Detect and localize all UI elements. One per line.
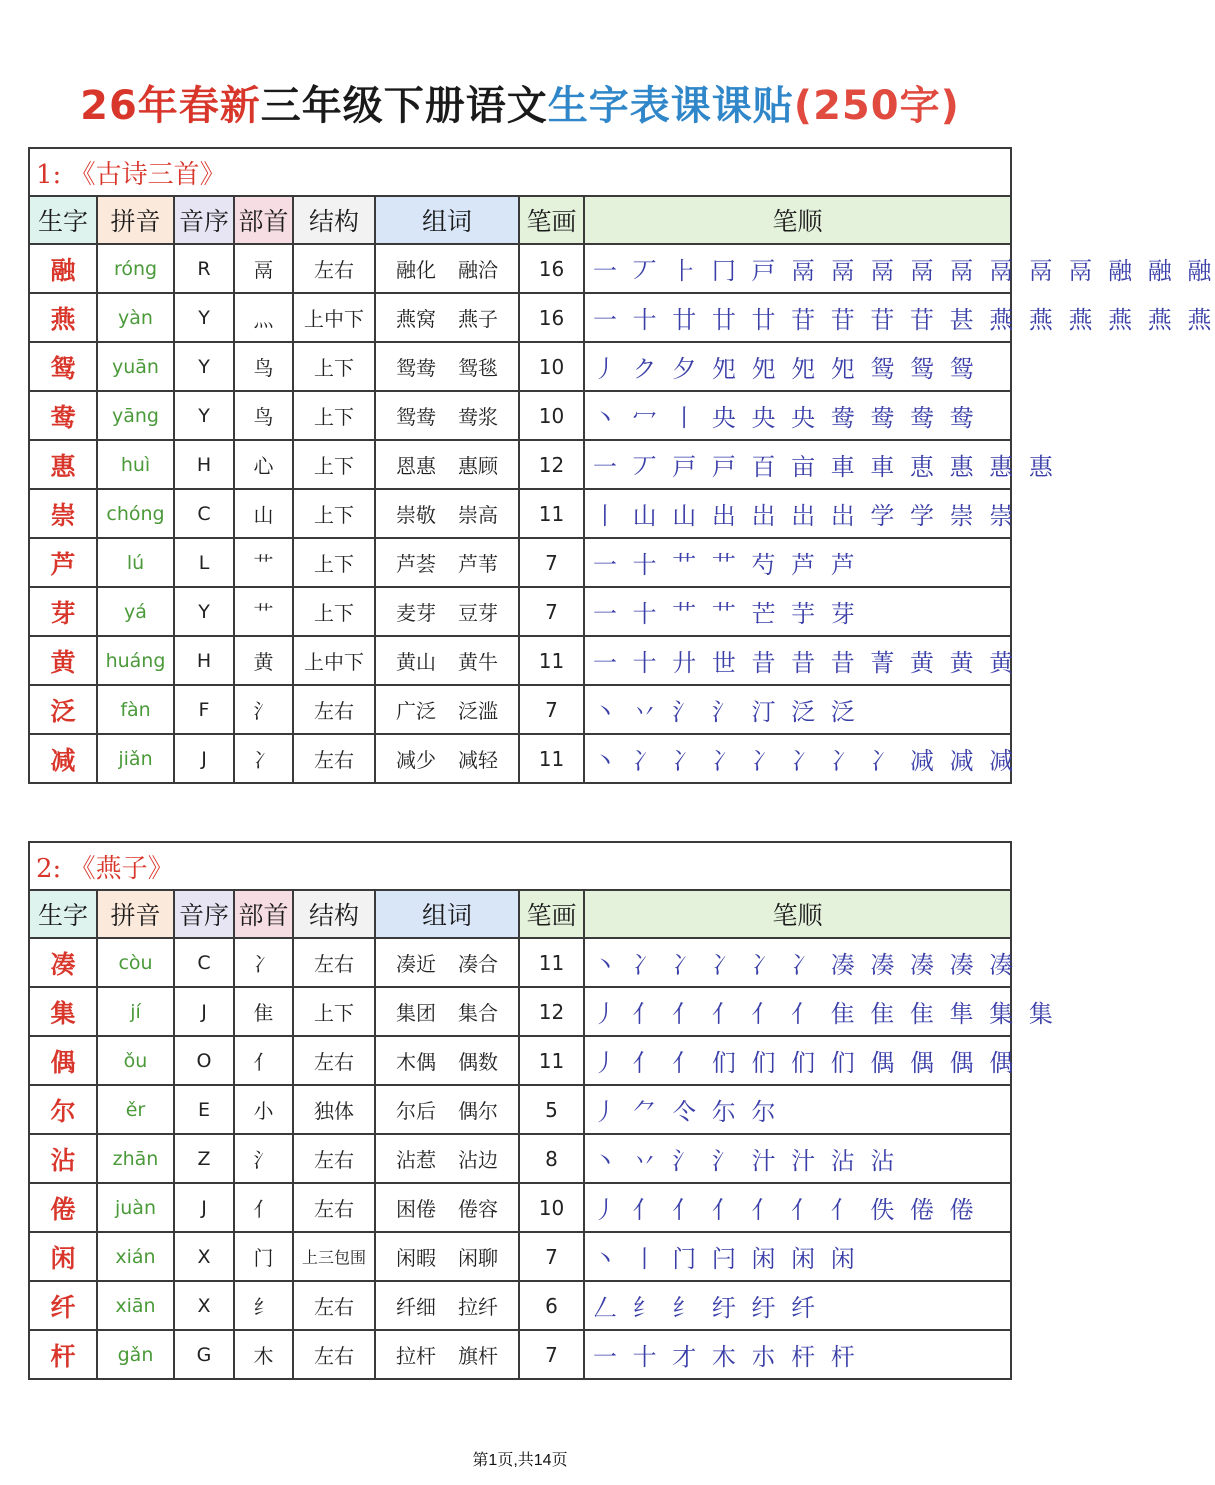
radical-cell: 门 bbox=[234, 1232, 293, 1281]
strokes-cell: 7 bbox=[519, 1330, 584, 1379]
pinyin-cell: xián bbox=[97, 1232, 174, 1281]
word-1: 木偶 bbox=[396, 1050, 436, 1074]
char-cell: 惠 bbox=[29, 440, 97, 489]
word-2: 倦容 bbox=[458, 1197, 498, 1221]
word-1: 融化 bbox=[396, 258, 436, 282]
order-cell: X bbox=[174, 1232, 234, 1281]
title-part-2: 三年级下册语文 bbox=[260, 83, 548, 129]
radical-cell: 冫 bbox=[234, 734, 293, 783]
page-title bbox=[0, 74, 1040, 131]
words-cell bbox=[375, 1134, 519, 1183]
words-cell bbox=[375, 734, 519, 783]
pinyin-cell: còu bbox=[97, 938, 174, 987]
strokes-cell: 11 bbox=[519, 1036, 584, 1085]
header-words: 组词 bbox=[375, 890, 519, 938]
words-cell bbox=[375, 538, 519, 587]
stroke-order-cell: 一 十 才 木 朩 杆 杆 bbox=[584, 1330, 1011, 1379]
header-pinyin: 拼音 bbox=[97, 890, 174, 938]
char-cell: 尔 bbox=[29, 1085, 97, 1134]
structure-cell: 上下 bbox=[293, 342, 375, 391]
word-1: 沾惹 bbox=[396, 1148, 436, 1172]
pinyin-cell: xiān bbox=[97, 1281, 174, 1330]
word-2: 崇高 bbox=[458, 503, 498, 527]
table-row bbox=[29, 1330, 1011, 1379]
char-cell: 芦 bbox=[29, 538, 97, 587]
pinyin-cell: huáng bbox=[97, 636, 174, 685]
word-1: 尔后 bbox=[396, 1099, 436, 1123]
strokes-cell: 7 bbox=[519, 1232, 584, 1281]
char-cell: 燕 bbox=[29, 293, 97, 342]
stroke-order-cell: 丶 冖 ⼁ 央 央 央 鸯 鸯 鸯 鸯 bbox=[584, 391, 1011, 440]
strokes-cell: 8 bbox=[519, 1134, 584, 1183]
table-row bbox=[29, 685, 1011, 734]
word-1: 减少 bbox=[396, 748, 436, 772]
word-2: 旗杆 bbox=[458, 1344, 498, 1368]
stroke-order-cell: 丿 亻 亻 们 们 们 们 偶 偶 偶 偶 bbox=[584, 1036, 1011, 1085]
structure-cell: 上三包围 bbox=[293, 1232, 375, 1281]
word-2: 集合 bbox=[458, 1001, 498, 1025]
strokes-cell: 7 bbox=[519, 587, 584, 636]
radical-cell: 冫 bbox=[234, 938, 293, 987]
char-cell: 泛 bbox=[29, 685, 97, 734]
radical-cell: 木 bbox=[234, 1330, 293, 1379]
stroke-order-cell: 丿 ク 夕 夗 夗 夗 夗 鸳 鸳 鸳 bbox=[584, 342, 1011, 391]
word-2: 闲聊 bbox=[458, 1246, 498, 1270]
stroke-order-cell: 丶 冫 冫 冫 冫 冫 冫 冫 减 减 减 bbox=[584, 734, 1011, 783]
structure-cell: 独体 bbox=[293, 1085, 375, 1134]
table-row bbox=[29, 1134, 1011, 1183]
char-cell: 鸳 bbox=[29, 342, 97, 391]
words-cell bbox=[375, 685, 519, 734]
word-1: 芦荟 bbox=[396, 552, 436, 576]
word-1: 燕窝 bbox=[396, 307, 436, 331]
structure-cell: 上下 bbox=[293, 987, 375, 1036]
structure-cell: 左右 bbox=[293, 734, 375, 783]
structure-cell: 上下 bbox=[293, 440, 375, 489]
structure-cell: 上下 bbox=[293, 587, 375, 636]
structure-cell: 左右 bbox=[293, 244, 375, 293]
order-cell: L bbox=[174, 538, 234, 587]
char-cell: 崇 bbox=[29, 489, 97, 538]
words-cell bbox=[375, 489, 519, 538]
words-cell bbox=[375, 440, 519, 489]
radical-cell: 灬 bbox=[234, 293, 293, 342]
stroke-order-cell: 丶 丨 门 闩 闲 闲 闲 bbox=[584, 1232, 1011, 1281]
words-cell bbox=[375, 391, 519, 440]
header-char: 生字 bbox=[29, 890, 97, 938]
char-cell: 偶 bbox=[29, 1036, 97, 1085]
header-pinyin: 拼音 bbox=[97, 196, 174, 244]
table-row bbox=[29, 342, 1011, 391]
word-1: 鸳鸯 bbox=[396, 405, 436, 429]
radical-cell: 鸟 bbox=[234, 342, 293, 391]
table-row bbox=[29, 1085, 1011, 1134]
table-row bbox=[29, 538, 1011, 587]
pinyin-cell: ěr bbox=[97, 1085, 174, 1134]
word-2: 泛滥 bbox=[458, 699, 498, 723]
strokes-cell: 10 bbox=[519, 391, 584, 440]
header-radical: 部首 bbox=[234, 196, 293, 244]
header-words: 组词 bbox=[375, 196, 519, 244]
order-cell: Y bbox=[174, 342, 234, 391]
pinyin-cell: jiǎn bbox=[97, 734, 174, 783]
table-row bbox=[29, 938, 1011, 987]
pinyin-cell: fàn bbox=[97, 685, 174, 734]
word-1: 拉杆 bbox=[396, 1344, 436, 1368]
word-2: 豆芽 bbox=[458, 601, 498, 625]
lesson-1-table bbox=[28, 147, 1215, 784]
pinyin-cell: yàn bbox=[97, 293, 174, 342]
strokes-cell: 11 bbox=[519, 734, 584, 783]
stroke-order-cell: 一 十 艹 艹 芍 芦 芦 bbox=[584, 538, 1011, 587]
table-header bbox=[29, 196, 1011, 244]
word-2: 燕子 bbox=[458, 307, 498, 331]
header-structure: 结构 bbox=[293, 196, 375, 244]
char-cell: 凑 bbox=[29, 938, 97, 987]
order-cell: Y bbox=[174, 587, 234, 636]
words-cell bbox=[375, 342, 519, 391]
structure-cell: 左右 bbox=[293, 1183, 375, 1232]
header-stroke-order: 笔顺 bbox=[584, 196, 1011, 244]
strokes-cell: 10 bbox=[519, 1183, 584, 1232]
table-row bbox=[29, 440, 1011, 489]
structure-cell: 左右 bbox=[293, 1281, 375, 1330]
char-cell: 黄 bbox=[29, 636, 97, 685]
word-2: 偶数 bbox=[458, 1050, 498, 1074]
radical-cell: 鬲 bbox=[234, 244, 293, 293]
table-row bbox=[29, 1281, 1011, 1330]
order-cell: C bbox=[174, 489, 234, 538]
pinyin-cell: chóng bbox=[97, 489, 174, 538]
structure-cell: 上下 bbox=[293, 489, 375, 538]
structure-cell: 左右 bbox=[293, 1036, 375, 1085]
pinyin-cell: róng bbox=[97, 244, 174, 293]
title-part-3: 生字表课课贴 bbox=[547, 83, 794, 129]
table-row bbox=[29, 636, 1011, 685]
words-cell bbox=[375, 636, 519, 685]
char-cell: 纤 bbox=[29, 1281, 97, 1330]
stroke-order-cell: 丶 冫 冫 冫 冫 冫 凑 凑 凑 凑 凑 bbox=[584, 938, 1011, 987]
radical-cell: 黄 bbox=[234, 636, 293, 685]
stroke-order-cell: 一 十 艹 艹 芒 芋 芽 bbox=[584, 587, 1011, 636]
strokes-cell: 11 bbox=[519, 938, 584, 987]
word-1: 鸳鸯 bbox=[396, 356, 436, 380]
radical-cell: 艹 bbox=[234, 538, 293, 587]
word-2: 融洽 bbox=[458, 258, 498, 282]
structure-cell: 上中下 bbox=[293, 636, 375, 685]
order-cell: G bbox=[174, 1330, 234, 1379]
order-cell: H bbox=[174, 440, 234, 489]
word-1: 纤细 bbox=[396, 1295, 436, 1319]
pinyin-cell: yuān bbox=[97, 342, 174, 391]
words-cell bbox=[375, 1330, 519, 1379]
words-cell bbox=[375, 1183, 519, 1232]
word-2: 鸯浆 bbox=[458, 405, 498, 429]
pinyin-cell: juàn bbox=[97, 1183, 174, 1232]
char-cell: 芽 bbox=[29, 587, 97, 636]
strokes-cell: 12 bbox=[519, 440, 584, 489]
words-cell bbox=[375, 987, 519, 1036]
stroke-order-cell: 一 丆 ⺊ 冂 戸 鬲 鬲 鬲 鬲 鬲 鬲 鬲 鬲 融 融 融 bbox=[584, 244, 1011, 293]
pinyin-cell: yāng bbox=[97, 391, 174, 440]
structure-cell: 上下 bbox=[293, 538, 375, 587]
radical-cell: 山 bbox=[234, 489, 293, 538]
char-cell: 集 bbox=[29, 987, 97, 1036]
char-cell: 鸯 bbox=[29, 391, 97, 440]
word-1: 黄山 bbox=[396, 650, 436, 674]
radical-cell: 亻 bbox=[234, 1036, 293, 1085]
pinyin-cell: zhān bbox=[97, 1134, 174, 1183]
pinyin-cell: lú bbox=[97, 538, 174, 587]
order-cell: F bbox=[174, 685, 234, 734]
word-2: 芦苇 bbox=[458, 552, 498, 576]
strokes-cell: 7 bbox=[519, 538, 584, 587]
header-structure: 结构 bbox=[293, 890, 375, 938]
title-part-1: 26年春新 bbox=[80, 83, 261, 129]
words-cell bbox=[375, 293, 519, 342]
strokes-cell: 16 bbox=[519, 244, 584, 293]
char-cell: 沾 bbox=[29, 1134, 97, 1183]
page-footer: 第1页,共14页 bbox=[472, 1452, 568, 1469]
radical-cell: 纟 bbox=[234, 1281, 293, 1330]
order-cell: H bbox=[174, 636, 234, 685]
table-row bbox=[29, 1232, 1011, 1281]
radical-cell: 心 bbox=[234, 440, 293, 489]
stroke-order-cell: 丿 ⺈ 仒 尓 尔 bbox=[584, 1085, 1011, 1134]
word-1: 麦芽 bbox=[396, 601, 436, 625]
table-row bbox=[29, 734, 1011, 783]
order-cell: Y bbox=[174, 391, 234, 440]
word-2: 凑合 bbox=[458, 952, 498, 976]
strokes-cell: 6 bbox=[519, 1281, 584, 1330]
table-row bbox=[29, 1036, 1011, 1085]
strokes-cell: 7 bbox=[519, 685, 584, 734]
strokes-cell: 5 bbox=[519, 1085, 584, 1134]
table-row bbox=[29, 587, 1011, 636]
stroke-order-cell: 一 十 廿 廿 廿 苷 苷 苷 苷 甚 燕 燕 燕 燕 燕 燕 bbox=[584, 293, 1011, 342]
structure-cell: 左右 bbox=[293, 685, 375, 734]
pinyin-cell: ǒu bbox=[97, 1036, 174, 1085]
radical-cell: 艹 bbox=[234, 587, 293, 636]
radical-cell: 鸟 bbox=[234, 391, 293, 440]
header-strokes: 笔画 bbox=[519, 196, 584, 244]
stroke-order-cell: 丶 丷 氵 氵 汁 汁 沾 沾 bbox=[584, 1134, 1011, 1183]
order-cell: Z bbox=[174, 1134, 234, 1183]
radical-cell: 氵 bbox=[234, 1134, 293, 1183]
order-cell: O bbox=[174, 1036, 234, 1085]
table-row bbox=[29, 244, 1011, 293]
char-cell: 闲 bbox=[29, 1232, 97, 1281]
pinyin-cell: gǎn bbox=[97, 1330, 174, 1379]
order-cell: J bbox=[174, 1183, 234, 1232]
order-cell: J bbox=[174, 987, 234, 1036]
word-2: 偶尔 bbox=[458, 1099, 498, 1123]
table-row bbox=[29, 1183, 1011, 1232]
word-1: 崇敬 bbox=[396, 503, 436, 527]
stroke-order-cell: 丨 山 山 出 岀 岀 岀 学 学 崇 崇 bbox=[584, 489, 1011, 538]
radical-cell: 亻 bbox=[234, 1183, 293, 1232]
strokes-cell: 11 bbox=[519, 636, 584, 685]
word-2: 黄牛 bbox=[458, 650, 498, 674]
strokes-cell: 11 bbox=[519, 489, 584, 538]
header-order: 音序 bbox=[174, 196, 234, 244]
word-1: 凑近 bbox=[396, 952, 436, 976]
order-cell: J bbox=[174, 734, 234, 783]
word-2: 鸳毯 bbox=[458, 356, 498, 380]
header-strokes: 笔画 bbox=[519, 890, 584, 938]
words-cell bbox=[375, 1281, 519, 1330]
lesson-2-table bbox=[28, 841, 1057, 1380]
pinyin-cell: yá bbox=[97, 587, 174, 636]
strokes-cell: 12 bbox=[519, 987, 584, 1036]
lesson-title: 2: 《燕子》 bbox=[29, 842, 1011, 890]
word-2: 减轻 bbox=[458, 748, 498, 772]
title-part-4: (250字) bbox=[793, 83, 960, 129]
char-cell: 杆 bbox=[29, 1330, 97, 1379]
pinyin-cell: huì bbox=[97, 440, 174, 489]
words-cell bbox=[375, 938, 519, 987]
header-char: 生字 bbox=[29, 196, 97, 244]
table-row bbox=[29, 489, 1011, 538]
order-cell: E bbox=[174, 1085, 234, 1134]
word-1: 恩惠 bbox=[396, 454, 436, 478]
word-1: 广泛 bbox=[396, 699, 436, 723]
word-2: 沾边 bbox=[458, 1148, 498, 1172]
stroke-order-cell: 一 丆 戸 戸 百 亩 車 車 恵 惠 惠 惠 bbox=[584, 440, 1011, 489]
stroke-order-cell: 丿 亻 亻 亻 亻 亻 亻 佚 倦 倦 bbox=[584, 1183, 1011, 1232]
stroke-order-cell: 一 十 廾 世 昔 昔 昔 菁 黄 黄 黄 bbox=[584, 636, 1011, 685]
words-cell bbox=[375, 244, 519, 293]
char-cell: 融 bbox=[29, 244, 97, 293]
words-cell bbox=[375, 1036, 519, 1085]
char-cell: 减 bbox=[29, 734, 97, 783]
table-row bbox=[29, 987, 1011, 1036]
word-1: 困倦 bbox=[396, 1197, 436, 1221]
stroke-order-cell: 𠃋 纟 纟 纡 纡 纤 bbox=[584, 1281, 1011, 1330]
strokes-cell: 16 bbox=[519, 293, 584, 342]
header-order: 音序 bbox=[174, 890, 234, 938]
radical-cell: 隹 bbox=[234, 987, 293, 1036]
stroke-order-cell: 丿 亻 亻 亻 亻 亻 隹 隹 隹 隼 集 集 bbox=[584, 987, 1011, 1036]
words-cell bbox=[375, 1232, 519, 1281]
words-cell bbox=[375, 587, 519, 636]
structure-cell: 左右 bbox=[293, 1330, 375, 1379]
structure-cell: 左右 bbox=[293, 1134, 375, 1183]
table-header bbox=[29, 890, 1011, 938]
char-cell: 倦 bbox=[29, 1183, 97, 1232]
structure-cell: 上下 bbox=[293, 391, 375, 440]
header-stroke-order: 笔顺 bbox=[584, 890, 1011, 938]
word-1: 集团 bbox=[396, 1001, 436, 1025]
radical-cell: 小 bbox=[234, 1085, 293, 1134]
word-1: 闲暇 bbox=[396, 1246, 436, 1270]
strokes-cell: 10 bbox=[519, 342, 584, 391]
header-radical: 部首 bbox=[234, 890, 293, 938]
pinyin-cell: jí bbox=[97, 987, 174, 1036]
lesson-title: 1: 《古诗三首》 bbox=[29, 148, 1011, 196]
structure-cell: 左右 bbox=[293, 938, 375, 987]
word-2: 拉纤 bbox=[458, 1295, 498, 1319]
order-cell: C bbox=[174, 938, 234, 987]
word-2: 惠顾 bbox=[458, 454, 498, 478]
words-cell bbox=[375, 1085, 519, 1134]
table-row bbox=[29, 391, 1011, 440]
table-row bbox=[29, 293, 1011, 342]
order-cell: X bbox=[174, 1281, 234, 1330]
stroke-order-cell: 丶 丷 氵 氵 汀 泛 泛 bbox=[584, 685, 1011, 734]
order-cell: Y bbox=[174, 293, 234, 342]
structure-cell: 上中下 bbox=[293, 293, 375, 342]
order-cell: R bbox=[174, 244, 234, 293]
radical-cell: 氵 bbox=[234, 685, 293, 734]
